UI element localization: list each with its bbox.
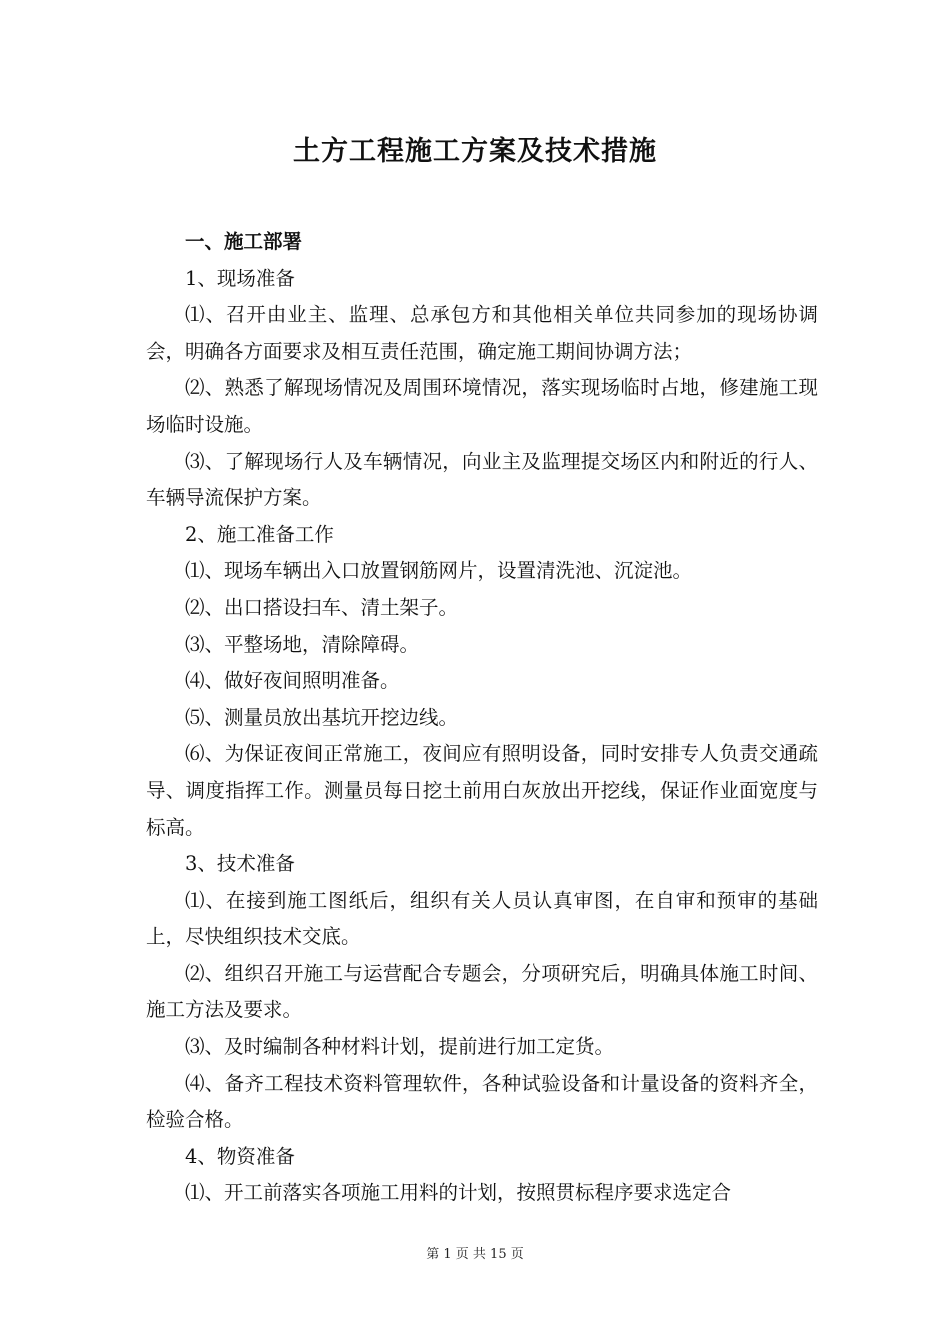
list-item: ⑴、召开由业主、监理、总承包方和其他相关单位共同参加的现场协调会，明确各方面要求及相互责任范围，确定施工期间协调方法；: [146, 303, 818, 363]
list-item: ⑷、做好夜间照明准备。: [185, 669, 400, 693]
list-item: ⑸、测量员放出基坑开挖边线。: [185, 705, 459, 729]
subsection-heading: 2、施工准备工作: [185, 522, 334, 546]
list-item: ⑶、及时编制各种材料计划，提前进行加工定货。: [185, 1035, 615, 1059]
list-item: ⑴、开工前落实各项施工用料的计划，按照贯标程序要求选定合: [185, 1181, 732, 1205]
subsection-heading: 4、物资准备: [185, 1144, 295, 1168]
subsection-heading: 1、现场准备: [185, 266, 295, 290]
page-footer: 第 1 页 共 15 页: [426, 1247, 524, 1262]
list-item: ⑷、备齐工程技术资料管理软件，各种试验设备和计量设备的资料齐全，检验合格。: [146, 1071, 818, 1132]
list-item: ⑴、在接到施工图纸后，组织有关人员认真审图，在自审和预审的基础上，尽快组织技术交底。: [146, 888, 818, 949]
subsection-heading: 3、技术准备: [185, 852, 295, 876]
list-item: ⑹、为保证夜间正常施工，夜间应有照明设备，同时安排专人负责交通疏导、调度指挥工作。测量员每日挖土前用白灰放出开挖线，保证作业面宽度与标高。: [146, 742, 818, 839]
list-item: ⑶、了解现场行人及车辆情况，向业主及监理提交场区内和附近的行人、车辆导流保护方案。: [146, 449, 818, 510]
list-item: ⑵、组织召开施工与运营配合专题会，分项研究后，明确具体施工时间、施工方法及要求。: [146, 961, 818, 1022]
list-item: ⑶、平整场地，清除障碍。: [185, 632, 420, 656]
list-item: ⑵、熟悉了解现场情况及周围环境情况，落实现场临时占地，修建施工现场临时设施。: [146, 376, 818, 436]
list-item: ⑵、出口搭设扫车、清土架子。: [185, 595, 459, 619]
list-item: ⑴、现场车辆出入口放置钢筋网片，设置清洗池、沉淀池。: [185, 559, 693, 583]
document-title: 土方工程施工方案及技术措施: [293, 136, 657, 167]
document-body: [146, 224, 818, 1212]
section-heading: 一、施工部署: [185, 230, 303, 253]
